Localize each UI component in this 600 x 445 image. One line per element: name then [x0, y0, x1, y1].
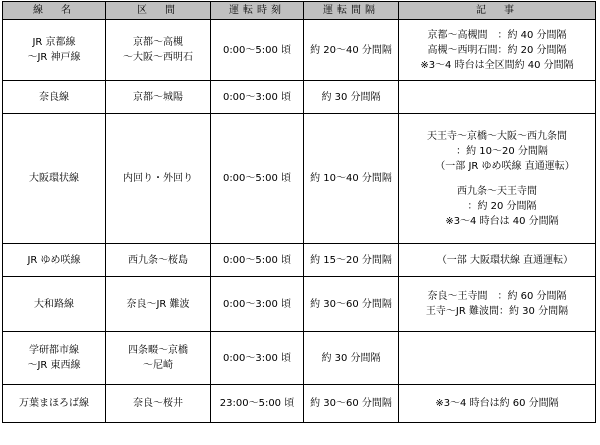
time-cell: 0:00～5:00 頃: [211, 114, 304, 244]
note-line: （一部 大阪環状線 直通運転）: [436, 254, 574, 266]
interval-cell: 西九条～桜島: [106, 244, 211, 277]
headway-cell: 約 30～60 分間隔: [304, 385, 399, 423]
headway-cell: 約 15～20 分間隔: [304, 244, 399, 277]
time-cell: 0:00～5:00 頃: [211, 244, 304, 277]
headway-cell: 約 20～40 分間隔: [304, 20, 399, 81]
line-name: 学研都市線: [29, 345, 79, 356]
interval-cell: [106, 20, 211, 81]
interval-text: 四条畷～京橋: [128, 345, 188, 356]
header-interval: 区 間: [106, 2, 211, 20]
time-cell: 23:00～5:00 頃: [211, 385, 304, 423]
table-row: [3, 244, 596, 277]
night-train-schedule-table: [2, 1, 596, 423]
table-row: [3, 277, 596, 332]
line-cell: 大阪環状線: [3, 114, 106, 244]
interval-cell: 内回り・外回り: [106, 114, 211, 244]
headway-cell: 約 30 分間隔: [304, 332, 399, 385]
interval-cell: 奈良～JR 難波: [106, 277, 211, 332]
interval-text: 京都～高槻: [133, 37, 183, 48]
interval-text: ～大阪～西明石: [123, 52, 193, 63]
line-cell: JR ゆめ咲線: [3, 244, 106, 277]
note-line: 西九条～天王寺間: [457, 185, 537, 197]
time-cell: 0:00～3:00 頃: [211, 277, 304, 332]
interval-text: ～尼崎: [143, 360, 173, 371]
notes-cell: [399, 244, 596, 277]
table-row: [3, 114, 596, 244]
note-line: 高槻～西明石間：約 20 分間隔: [427, 44, 567, 56]
line-cell: 奈良線: [3, 81, 106, 114]
note-line: 京都～高槻間 ：約 40 分間隔: [427, 29, 567, 41]
line-cell: 大和路線: [3, 277, 106, 332]
note-line: ※3～4 時台は全区間約 40 分間隔: [420, 59, 574, 71]
header-time: 運転時刻: [211, 2, 304, 20]
headway-cell: 約 30 分間隔: [304, 81, 399, 114]
header-row: [3, 2, 596, 20]
note-line: 天王寺～京橋～大阪～西九条間: [427, 130, 567, 142]
line-cell: [3, 20, 106, 81]
table-row: [3, 81, 596, 114]
table-row: [3, 385, 596, 423]
interval-cell: 京都～城陽: [106, 81, 211, 114]
notes-cell: [399, 385, 596, 423]
note-line: ※3～4 時台は 40 分間隔: [445, 215, 559, 227]
note-line: 奈良～王寺間 ：約 60 分間隔: [427, 291, 567, 302]
note-line: ：約 10～20 分間隔: [456, 145, 548, 157]
interval-cell: 奈良～桜井: [106, 385, 211, 423]
table-row: [3, 332, 596, 385]
line-name: ～JR 東西線: [27, 360, 81, 371]
table-row: [3, 20, 596, 81]
line-name: ～JR 神戸線: [27, 52, 81, 63]
notes-cell: [399, 277, 596, 332]
note-line: （一部 JR ゆめ咲線 直通運転）: [435, 160, 575, 172]
notes-cell: [399, 114, 596, 244]
header-notes: 記 事: [399, 2, 596, 20]
time-cell: 0:00～5:00 頃: [211, 20, 304, 81]
header-line: 線 名: [3, 2, 106, 20]
notes-cell: [399, 20, 596, 81]
time-cell: 0:00～3:00 頃: [211, 81, 304, 114]
line-name: JR 京都線: [32, 37, 76, 48]
note-line: ※3～4 時台は約 60 分間隔: [435, 398, 559, 409]
headway-cell: 約 10～40 分間隔: [304, 114, 399, 244]
header-headway: 運転間隔: [304, 2, 399, 20]
notes-cell: [399, 81, 596, 114]
note-gap: [402, 174, 592, 184]
time-cell: 0:00～3:00 頃: [211, 332, 304, 385]
interval-cell: [106, 332, 211, 385]
note-line: ：約 20 分間隔: [467, 200, 537, 212]
note-line: 王寺～JR 難波間：約 30 分間隔: [425, 306, 569, 317]
notes-cell: [399, 332, 596, 385]
headway-cell: 約 30～60 分間隔: [304, 277, 399, 332]
line-cell: 万葉まほろば線: [3, 385, 106, 423]
line-cell: [3, 332, 106, 385]
